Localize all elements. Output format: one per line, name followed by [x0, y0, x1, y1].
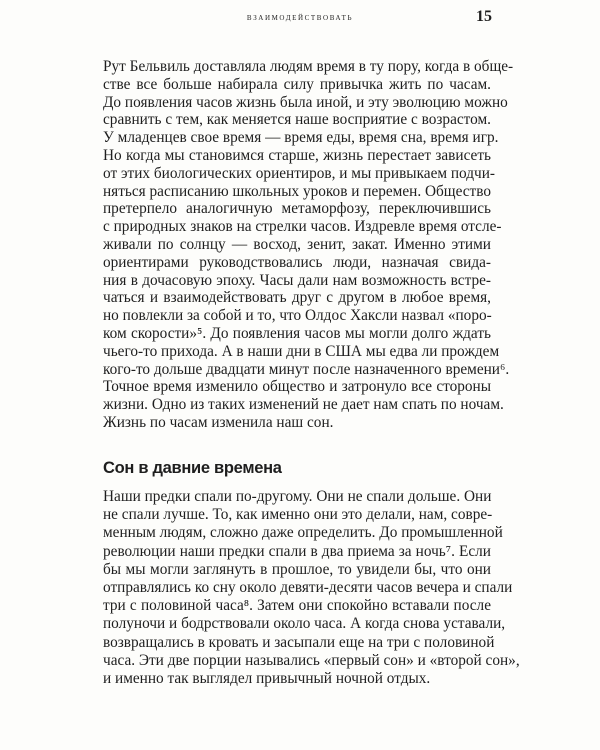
- text-line: сравнить с тем, как меняется наше восприятие с возрастом.: [103, 111, 491, 129]
- text-line: и именно так выглядел привычный ночной отдых.: [103, 669, 431, 687]
- text-line: Точное время изменило общество и затронуло все стороны: [103, 378, 491, 396]
- text-line: Рут Бельвиль доставляла людям время в ту пору, когда в обще-: [103, 58, 514, 75]
- text-line: отправлялись ко сну около девяти-десяти часов вечера и спали: [103, 578, 513, 596]
- text-line: Наши предки спали по-другому. Они не спали дольше. Они: [103, 488, 492, 505]
- text-line: живали по солнцу — восход, зенит, закат. Именно этими: [103, 235, 491, 253]
- text-line: стве все больше набирала силу привычка жить по часам.: [103, 75, 491, 93]
- text-line: чаться и взаимодействовать друг с другом в любое время,: [103, 289, 491, 307]
- paragraph-1: [103, 58, 514, 432]
- text-line: жизни. Одно из таких изменений не дает нам спать по ночам.: [103, 396, 504, 414]
- text-line: часа. Эти две порции назывались «первый сон» и «второй сон»,: [103, 651, 520, 669]
- text-line: с природных знаков на стрелки часов. Издревле время отсле-: [103, 218, 502, 236]
- text-line: возвращались в кровать и засыпали еще на три с половиной: [103, 633, 495, 651]
- text-line: чьего-то прихода. А в наши дни в США мы едва ли прождем: [103, 342, 500, 360]
- text-line: ориентирами руководствовались люди, назначая свида-: [103, 253, 491, 271]
- text-line: До появления часов жизнь была иной, и эту эволюцию можно: [103, 93, 508, 111]
- text-line: ком скорости»⁵. До появления часов мы могли долго ждать: [103, 324, 491, 342]
- text-line: няться расписанию школьных уроков и перемен. Общество: [103, 182, 491, 200]
- text-line: не спали лучше. То, как именно они это делали, нам, совре-: [103, 506, 493, 524]
- text-line: претерпело аналогичную метаморфозу, переключившись: [103, 200, 491, 218]
- text-line: бы мы могли заглянуть в прошлое, то увидели бы, что они: [103, 560, 491, 578]
- text-line: Но когда мы становимся старше, жизнь перестает зависеть: [103, 146, 491, 164]
- running-head: [0, 12, 600, 23]
- running-title: взаимодействовать: [246, 12, 354, 23]
- page-number: 15: [476, 8, 492, 25]
- text-line: но повлекли за собой и то, что Олдос Хаксли назвал «поро-: [103, 307, 492, 325]
- text-line: полуночи и бодрствовали около часа. А когда снова уставали,: [103, 615, 506, 633]
- text-line: У младенцев свое время — время еды, время сна, время игр.: [103, 129, 499, 147]
- paragraph-2: [103, 488, 520, 688]
- section-heading: Сон в давние времена: [103, 459, 282, 477]
- text-line: ния в дочасовую эпоху. Часы дали нам возможность встре-: [103, 271, 491, 289]
- text-line: от этих биологических ориентиров, и мы привыкаем подчи-: [103, 164, 496, 182]
- text-line: три с половиной часа⁸. Затем они спокойно вставали после: [103, 597, 491, 615]
- text-line: революции наши предки спали в два приема за ночь⁷. Если: [103, 542, 491, 560]
- text-line: кого-то дольше двадцати минут после назначенного времени⁶.: [103, 360, 510, 378]
- text-line: Жизнь по часам изменила наш сон.: [103, 413, 334, 431]
- text-line: менным людям, сложно даже определить. До промышленной: [103, 524, 503, 542]
